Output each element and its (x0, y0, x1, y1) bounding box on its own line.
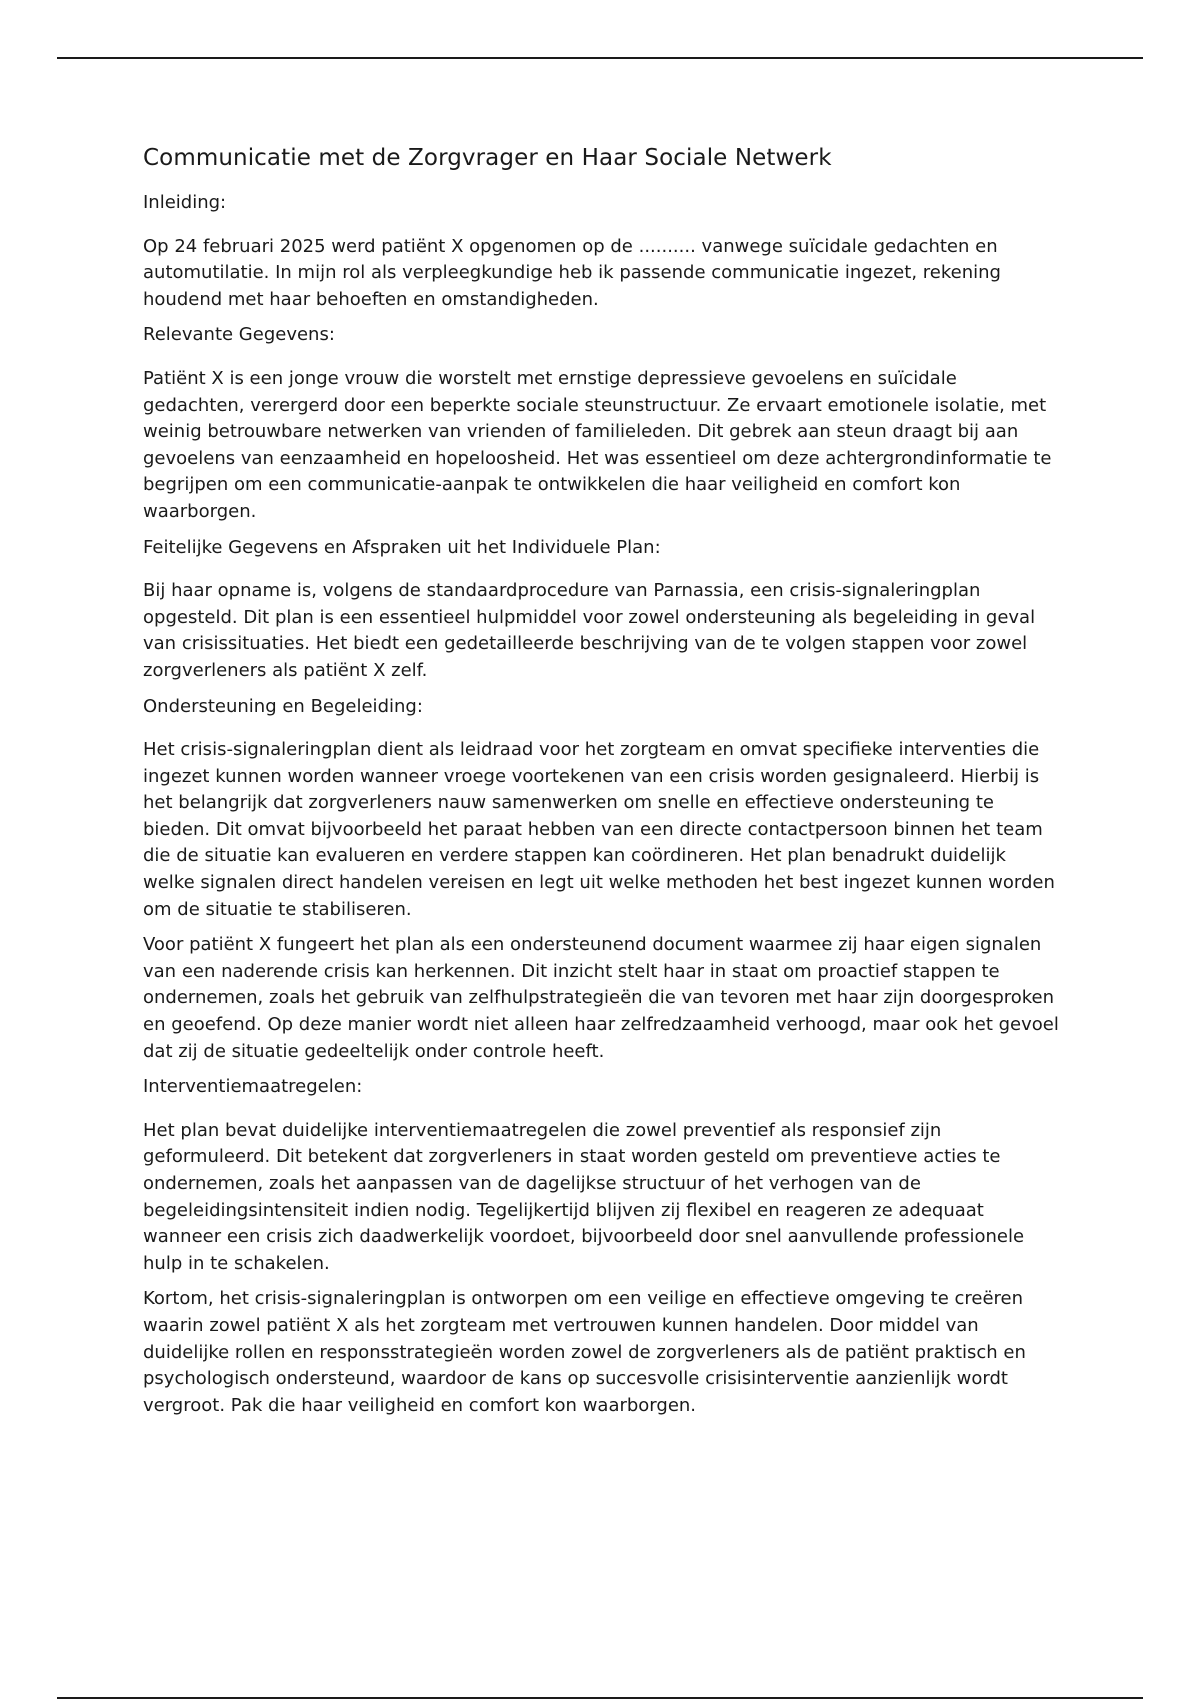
section-heading-feitelijke-gegevens: Feitelijke Gegevens en Afspraken uit het Individuele Plan: (143, 536, 661, 558)
paragraph: Kortom, het crisis-signaleringplan is ontworpen om een veilige en effectieve omgeving te creëren waarin zowel patiënt X als het zorgteam met vertrouwen kunnen handelen. Door middel van duidelijke rollen en responsstrategieën worden zowel de zorgverleners als de patiënt praktisch en psychologisch ondersteund, waardoor de kans op succesvolle crisisinterventie aanzienlijk wordt vergroot. Pak die haar veiligheid en comfort kon waarborgen. (143, 1288, 1026, 1416)
paragraph: Patiënt X is een jonge vrouw die worstelt met ernstige depressieve gevoelens en suïcidale gedachten, verergerd door een beperkte sociale steunstructuur. Ze ervaart emotionele isolatie, met weinig betrouwbare netwerken van vrienden of familieleden. Dit gebrek aan steun draagt bij aan gevoelens van eenzaamheid en hopeloosheid. Het was essentieel om deze achtergrondinformatie te begrijpen om een communicatie-aanpak te ontwikkelen die haar veiligheid en comfort kon waarborgen. (143, 367, 1052, 522)
section-heading-inleiding: Inleiding: (143, 192, 227, 213)
bottom-divider (57, 1697, 1143, 1699)
section-heading-relevante-gegevens: Relevante Gegevens: (143, 324, 335, 346)
top-divider (57, 57, 1143, 59)
paragraph: Voor patiënt X fungeert het plan als een ondersteunend document waarmee zij haar eigen signalen van een naderende crisis kan herkennen. Dit inzicht stelt haar in staat om proactief stappen te ondernemen, zoals het gebruik van zelfhulpstrategieën die van tevoren met haar zijn doorgesproken en geoefend. Op deze manier wordt niet alleen haar zelfredzaamheid verhoogd, maar ook het gevoel dat zij de situatie gedeeltelijk onder controle heeft. (143, 934, 1059, 1062)
paragraph: Bij haar opname is, volgens de standaardprocedure van Parnassia, een crisis-signaleringplan opgesteld. Dit plan is een essentieel hulpmiddel voor zowel ondersteuning als begeleiding in geval van crisissituaties. Het biedt een gedetailleerde beschrijving van de te volgen stappen voor zowel zorgverleners als patiënt X zelf. (143, 580, 1036, 681)
paragraph: Het plan bevat duidelijke interventiemaatregelen die zowel preventief als responsief zijn geformuleerd. Dit betekent dat zorgverleners in staat worden gesteld om preventieve acties te ondernemen, zoals het aanpassen van de dagelijkse structuur of het verhogen van de begeleidingsintensiteit indien nodig. Tegelijkertijd blijven zij flexibel en reageren ze adequaat wanneer een crisis zich daadwerkelijk voordoet, bijvoorbeeld door snel aanvullende professionele hulp in te schakelen. (143, 1119, 1025, 1274)
document-title: Communicatie met de Zorgvrager en Haar Sociale Netwerk (143, 145, 832, 171)
section-heading-interventiemaatregelen: Interventiemaatregelen: (143, 1076, 363, 1098)
paragraph: Het crisis-signaleringplan dient als leidraad voor het zorgteam en omvat specifieke interventies die ingezet kunnen worden wanneer vroege voortekenen van een crisis worden gesignaleerd. Hierbij is het belangrijk dat zorgverleners nauw samenwerken om snelle en effectieve ondersteuning te bieden. Dit omvat bijvoorbeeld het paraat hebben van een directe contactpersoon binnen het team die de situatie kan evalueren en verdere stappen kan coördineren. Het plan benadrukt duidelijk welke signalen direct handelen vereisen en legt uit welke methoden het best ingezet kunnen worden om de situatie te stabiliseren. (143, 739, 1055, 920)
document-body (143, 143, 1063, 1428)
paragraph: Op 24 februari 2025 werd patiënt X opgenomen op de .......... vanwege suïcidale gedachten en automutilatie. In mijn rol als verpleegkundige heb ik passende communicatie ingezet, rekening houdend met haar behoeften en omstandigheden. (143, 235, 1001, 310)
section-heading-ondersteuning: Ondersteuning en Begeleiding: (143, 695, 423, 717)
